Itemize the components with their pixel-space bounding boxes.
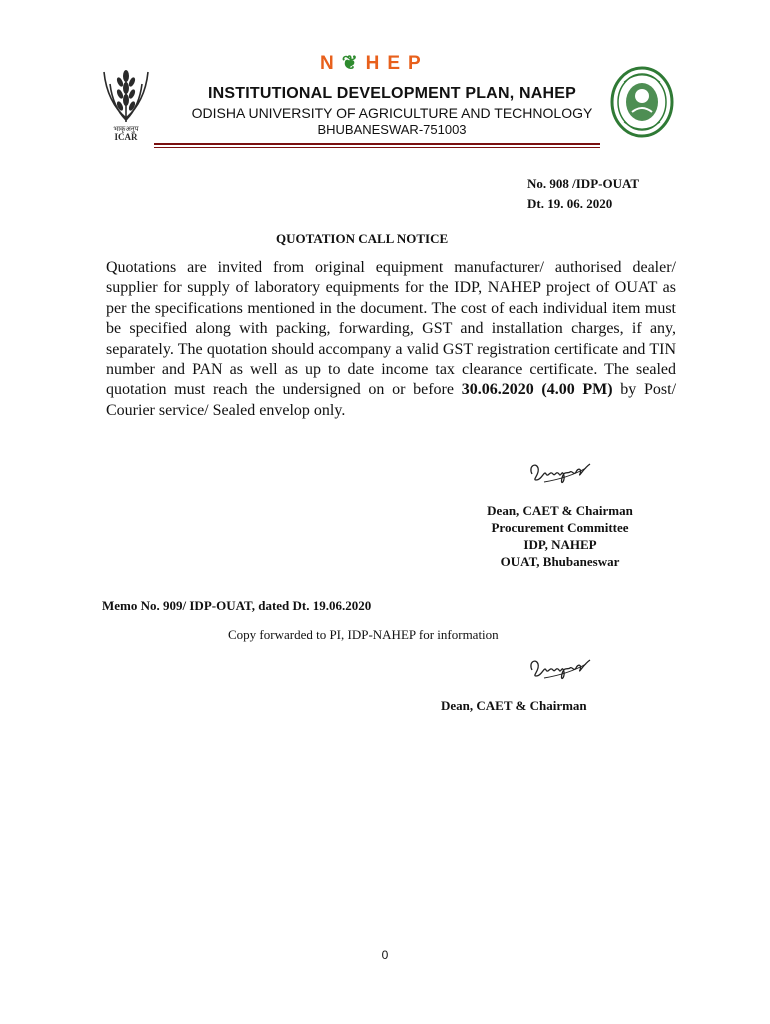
institution-title: INSTITUTIONAL DEVELOPMENT PLAN, NAHEP: [207, 85, 576, 102]
notice-body-part2: by Post/ Courier service/ Sealed envelop only.: [106, 381, 677, 419]
university-city: BHUBANESWAR-751003: [317, 122, 467, 137]
page-number: 0: [381, 948, 389, 962]
nahep-logo-letters-hep: HEP: [365, 53, 429, 74]
copy-forwarded-note: Copy forwarded to PI, IDP-NAHEP for information: [228, 627, 499, 642]
notice-body: [106, 258, 676, 421]
leaf-icon: ❦: [341, 53, 366, 74]
signature: [526, 650, 592, 684]
header-divider: [154, 143, 600, 145]
signatory-block: [440, 502, 680, 570]
icar-label: ICAR: [114, 132, 138, 142]
notice-deadline: 30.06.2020 (4.00 PM): [461, 381, 613, 399]
header-divider-thin: [154, 147, 600, 148]
signatory-line-3: IDP, NAHEP: [523, 537, 597, 552]
memo-signatory: Dean, CAET & Chairman: [441, 698, 587, 713]
signatory-line-2: Procurement Committee: [491, 520, 629, 535]
reference-date: Dt. 19. 06. 2020: [527, 196, 613, 211]
signatory-line-1: Dean, CAET & Chairman: [487, 503, 633, 518]
nahep-logo-letter-n: N: [320, 53, 342, 74]
reference-number: No. 908 /IDP-OUAT: [527, 176, 640, 191]
signatory-line-4: OUAT, Bhubaneswar: [500, 554, 620, 569]
notice-body-part1: Quotations are invited from original equipment manufacturer/ authorised dealer/ supplier for supply of laboratory equipments for the IDP, NAHEP project of OUAT as per the specifications mentioned in the document. The cost of each individual item must be specified along with packing, forwarding, GST and installation charges, if any, separately. The quotation should accompany a valid GST registration certificate and TIN number and PAN as well as up to date income tax clearance certificate. The sealed quotation must reach the undersigned on or before: [106, 259, 676, 399]
icar-hindi-label: भाकृअनुप: [113, 125, 139, 133]
signature-icon: [526, 454, 592, 488]
university-name: ODISHA UNIVERSITY OF AGRICULTURE AND TECHNOLOGY: [191, 105, 593, 121]
notice-title: QUOTATION CALL NOTICE: [276, 231, 449, 246]
signature: [526, 454, 592, 488]
signature-icon: [526, 650, 592, 684]
memo-number: Memo No. 909/ IDP-OUAT, dated Dt. 19.06.2020: [102, 598, 372, 613]
nahep-logo: [320, 52, 430, 74]
